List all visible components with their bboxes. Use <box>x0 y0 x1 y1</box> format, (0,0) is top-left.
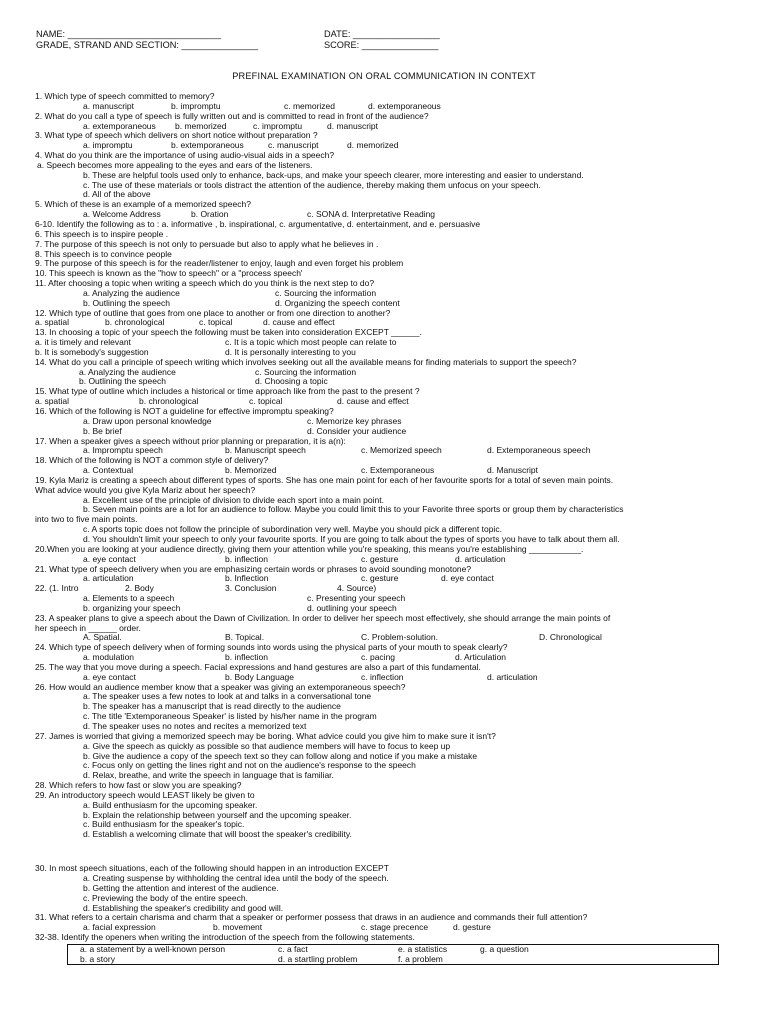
question-text: What advice would you give Kyla Mariz about her speech? <box>35 484 256 495</box>
answer-option: a. articulation <box>83 573 134 584</box>
exam-questions <box>35 92 740 965</box>
question-text: 1. Which type of speech committed to memory? <box>35 91 215 101</box>
answer-option: b. Seven main points are a lot for an audience to follow. Maybe you could limit this to your Favorite three sports or group them by characteristics <box>83 504 624 515</box>
answer-option: b. inflection <box>225 553 268 564</box>
openers-choice-row <box>68 945 718 955</box>
answer-option: d. memorized <box>347 140 399 151</box>
question-text: 9. The purpose of this speech is for the reader/listener to enjoy, laugh and even forget his problem <box>35 258 404 269</box>
question-text: 30. In most speech situations, each of the following should happen in an introduction EXCEPT <box>35 863 389 874</box>
question-text: into two to five main points. <box>35 514 138 525</box>
answer-option: b. Memorized <box>225 465 277 476</box>
answer-option: a. Creating suspense by withholding the central idea until the body of the speech. <box>83 872 389 883</box>
question-text: 31. What refers to a certain charisma and charm that a speaker or performer possess that draws in an audience and commands their full attention? <box>35 912 588 923</box>
answer-option: b. extemporaneous <box>171 140 244 151</box>
answer-option: b. Inflection <box>225 573 269 584</box>
question-text: 18. Which of the following is NOT a common style of delivery? <box>35 455 269 466</box>
answer-option: c. pacing <box>361 652 396 663</box>
openers-choice-row <box>68 955 718 965</box>
question-line <box>35 933 740 943</box>
answer-option: b. Give the audience a copy of the speech text so they can follow along and notice if you make a mistake <box>83 750 478 761</box>
answer-option: b. organizing your speech <box>83 602 181 613</box>
answer-option: d. Consider your audience <box>307 425 407 436</box>
answer-option: a. Elements to a speech <box>83 593 175 604</box>
question-text: 16. Which of the following is NOT a guideline for effective impromptu speaking? <box>35 406 334 416</box>
answer-option: d. Establishing the speaker's credibility and good will. <box>83 902 284 913</box>
question-text: 13. In choosing a topic of your speech the following must be taken into consideration EXCEPT ______. <box>35 327 422 338</box>
answer-option: a. facial expression <box>83 922 156 933</box>
answer-option: c. Focus only on getting the lines right and not on the audience's response to the speech <box>83 760 416 771</box>
question-text: 24. Which type of speech delivery when of forming sounds into words using the physical parts of your mouth to speak clearly? <box>35 642 508 653</box>
answer-option: a. Impromptu speech <box>83 445 163 456</box>
answer-option: b. Outlining the speech <box>79 376 166 387</box>
answer-option: d. Relax, breathe, and write the speech in language that is familiar. <box>83 770 334 781</box>
answer-option: d. cause and effect <box>263 317 335 328</box>
answer-option: a. Welcome Address <box>83 209 161 220</box>
answer-option: c. The title 'Extemporaneous Speaker' is listed by his/her name in the program <box>83 711 377 722</box>
answer-option: C. Problem-solution. <box>361 632 439 643</box>
answer-option: d. Choosing a topic <box>255 376 328 387</box>
answer-option: d. The speaker uses no notes and recites a memorized text <box>83 721 307 731</box>
answer-option: d. Establish a welcoming climate that will boost the speaker's credibility. <box>83 829 352 840</box>
question-text: 10. This speech is known as the "how to speech" or a "process speech' <box>35 268 303 279</box>
answer-option: a. Contextual <box>83 465 134 476</box>
answer-option: a. Analyzing the audience <box>83 287 180 298</box>
answer-option: d. Manuscript <box>487 465 539 476</box>
question-text: 27. James is worried that giving a memorized speech may be boring. What advice could you give him to make sure it isn't? <box>35 730 496 741</box>
answer-option: a. spatial <box>35 317 70 328</box>
question-text: 6-10. Identify the following as to : a. informative , b. inspirational, c. argumentative, d. entertainment, and e. persuasive <box>35 218 481 229</box>
answer-option: d. articulation <box>455 553 506 564</box>
answer-option: c. Build enthusiasm for the speaker's topic. <box>83 819 245 830</box>
score-field: SCORE: _______________ <box>324 40 439 50</box>
question-text: 25. The way that you move during a speech. Facial expressions and hand gestures are also a part of this fundamental. <box>35 661 481 672</box>
answer-option: a. Speech becomes more appealing to the eyes and ears of the listeners. <box>37 159 313 170</box>
answer-option: a. eye contact <box>83 671 136 682</box>
answer-option: a. Give the speech as quickly as possible so that audience members will have to focus to keep up <box>83 740 451 751</box>
answer-option: d. Articulation <box>455 652 507 663</box>
question-text: 8. This speech is to convince people <box>35 248 172 259</box>
answer-option: d. It is personally interesting to you <box>225 346 356 357</box>
answer-option: b. Explain the relationship between yourself and the upcoming speaker. <box>83 809 352 820</box>
question-text: her speech in ______ order. <box>35 622 141 633</box>
answer-option: a. Analyzing the audience <box>79 366 176 377</box>
answer-options-line <box>35 830 740 840</box>
question-text: 4. What do you think are the importance of using audio-visual aids in a speech? <box>35 150 335 161</box>
answer-option: b. movement <box>213 922 263 933</box>
opener-choice: f. a problem <box>398 953 443 964</box>
answer-option: a. manuscript <box>83 100 135 111</box>
opener-choice: e. a statistics <box>398 943 448 954</box>
opener-choice: c. a fact <box>278 943 308 954</box>
answer-option: a. impromptu <box>83 140 133 151</box>
answer-option: d. outlining your speech <box>307 602 397 613</box>
answer-option: b. chronological <box>139 396 199 407</box>
opener-choice: g. a question <box>480 943 529 954</box>
answer-option: a. eye contact <box>83 553 136 564</box>
answer-option: 3. Conclusion <box>225 583 277 594</box>
answer-option: c. gesture <box>361 573 399 584</box>
question-text: 2. What do you call a type of speech is fully written out and is committed to read in front of the audience? <box>35 110 429 121</box>
grade-strand-section-field: GRADE, STRAND AND SECTION: _______________ <box>36 40 259 50</box>
answer-option: 2. Body <box>125 583 154 594</box>
question-text: 20.When you are looking at your audience directly, giving them your attention while you're speaking, this means you're establishing ___________. <box>35 543 584 554</box>
answer-option: a. Draw upon personal knowledge <box>83 415 212 426</box>
question-text: 17. When a speaker gives a speech without prior planning or preparation, it is a(n): <box>35 435 346 446</box>
answer-option: c. Extemporaneous <box>361 465 435 476</box>
exam-title: PREFINAL EXAMINATION ON ORAL COMMUNICATION IN CONTEXT <box>232 71 536 81</box>
answer-option: d. gesture <box>453 922 491 933</box>
answer-option: a. extemporaneous <box>83 120 156 131</box>
answer-option: c. Memorized speech <box>361 445 442 456</box>
answer-option: c. manuscript <box>268 140 319 151</box>
answer-option: a. Excellent use of the principle of division to divide each sport into a main point. <box>83 494 384 505</box>
question-text: 12. Which type of outline that goes from one place to another or from one direction to another? <box>35 307 391 318</box>
question-text: 11. After choosing a topic when writing a speech which do you think is the next step to do? <box>35 278 375 289</box>
answer-option: a. it is timely and relevant <box>35 337 131 348</box>
answer-option: b. Manuscript speech <box>225 445 306 456</box>
answer-option: c. Sourcing the information <box>255 366 357 377</box>
answer-option: b. impromptu <box>171 100 221 111</box>
section-gap <box>35 840 740 864</box>
answer-option: D. Chronological <box>539 632 602 643</box>
date-field: DATE: _________________ <box>324 29 440 39</box>
question-text: 6. This speech is to inspire people . <box>35 228 169 239</box>
opener-choice: d. a startling problem <box>278 953 358 964</box>
answer-option: d. Organizing the speech content <box>275 297 400 308</box>
answer-option: c. Previewing the body of the entire speech. <box>83 892 248 903</box>
answer-option: d. You shouldn't limit your speech to only your favourite sports. If you are going to talk about the types of sports you have to talk about them all. <box>83 533 620 544</box>
question-text: 5. Which of these is an example of a memorized speech? <box>35 199 251 210</box>
answer-option: a. Build enthusiasm for the upcoming speaker. <box>83 799 258 810</box>
answer-option: b. Be brief <box>83 425 122 436</box>
answer-option: 22. (1. Intro <box>35 583 79 594</box>
answer-option: d. All of the above <box>83 189 151 200</box>
question-text: 28. Which refers to how fast or slow you are speaking? <box>35 780 242 791</box>
answer-option: c. SONA d. Interpretative Reading <box>307 209 436 220</box>
answer-option: c. Presenting your speech <box>307 593 406 604</box>
answer-option: B. Topical. <box>225 632 265 643</box>
answer-option: A. Spatial. <box>83 632 122 643</box>
answer-option: b. Oration <box>191 209 229 220</box>
question-text: 26. How would an audience member know that a speaker was giving an extemporaneous speech? <box>35 681 406 692</box>
answer-option: b. inflection <box>225 652 268 663</box>
answer-option: b. The speaker has a manuscript that is read directly to the audience <box>83 701 341 712</box>
answer-option: c. The use of these materials or tools distract the attention of the audience, thereby making them unfocus on your speech. <box>83 179 541 190</box>
answer-option: c. Memorize key phrases <box>307 415 402 426</box>
answer-option: b. Getting the attention and interest of the audience. <box>83 882 279 893</box>
answer-option: c. inflection <box>361 671 404 682</box>
answer-option: a. spatial <box>35 396 70 407</box>
question-text: 21. What type of speech delivery when you are emphasizing certain words or phrases to avoid sounding monotone? <box>35 563 472 574</box>
answer-option: c. impromptu <box>253 120 303 131</box>
opener-choice: b. a story <box>80 953 115 964</box>
answer-option: d. eye contact <box>441 573 494 584</box>
question-text: 29. An introductory speech would LEAST likely be given to <box>35 789 255 800</box>
answer-option: a. modulation <box>83 652 135 663</box>
answer-option: b. memorized <box>175 120 227 131</box>
answer-option: b. It is somebody's suggestion <box>35 346 149 357</box>
opener-choice: a. a statement by a well-known person <box>80 943 226 954</box>
answer-option: d. cause and effect <box>337 396 409 407</box>
answer-option: d. articulation <box>487 671 538 682</box>
answer-option: d. extemporaneous <box>368 100 441 111</box>
question-text: 19. Kyla Mariz is creating a speech about different types of sports. She has one main point for each of her favourite sports for a total of seven main points. <box>35 474 614 485</box>
answer-option: c. stage precence <box>361 922 429 933</box>
answer-option: b. Outlining the speech <box>83 297 170 308</box>
name-field: NAME: ______________________________ <box>36 29 221 39</box>
answer-option: c. topical <box>249 396 283 407</box>
answer-option: c. gesture <box>361 553 399 564</box>
openers-choice-box <box>67 944 719 965</box>
answer-option: c. It is a topic which most people can relate to <box>225 337 397 348</box>
answer-option: b. chronological <box>105 317 165 328</box>
answer-option: c. memorized <box>284 100 336 111</box>
question-text: 7. The purpose of this speech is not only to persuade but also to apply what he believes in . <box>35 238 379 249</box>
question-text: 14. What do you call a principle of speech writing which involves seeking out all the available means for finding materials to support the speech? <box>35 356 577 367</box>
answer-options-line <box>35 505 740 515</box>
answer-option: b. Body Language <box>225 671 295 682</box>
question-text: 3. What type of speech which delivers on short notice without preparation ? <box>35 130 318 141</box>
answer-option: d. Extemporaneous speech <box>487 445 591 456</box>
question-text: 32-38. Identify the openers when writing the introduction of the speech from the following statements. <box>35 932 415 943</box>
answer-option: 4. Source) <box>337 583 377 594</box>
answer-option: c. Sourcing the information <box>275 287 377 298</box>
question-text: 15. What type of outline which includes a historical or time approach like from the past to the present ? <box>35 386 420 397</box>
answer-option: d. manuscript <box>327 120 379 131</box>
answer-option: b. These are helpful tools used only to enhance, back-ups, and make your speech clearer, more interesting and easier to understand. <box>83 169 584 180</box>
question-text: 23. A speaker plans to give a speech about the Dawn of Civilization. In order to deliver her speech most effectively, she should arrange the main points of <box>35 612 611 623</box>
answer-option: c. A sports topic does not follow the principle of subordination very well. Maybe you should pick a different topic. <box>83 524 502 535</box>
answer-option: a. The speaker uses a few notes to look at and talks in a conversational tone <box>83 691 372 702</box>
answer-option: c. topical <box>199 317 233 328</box>
